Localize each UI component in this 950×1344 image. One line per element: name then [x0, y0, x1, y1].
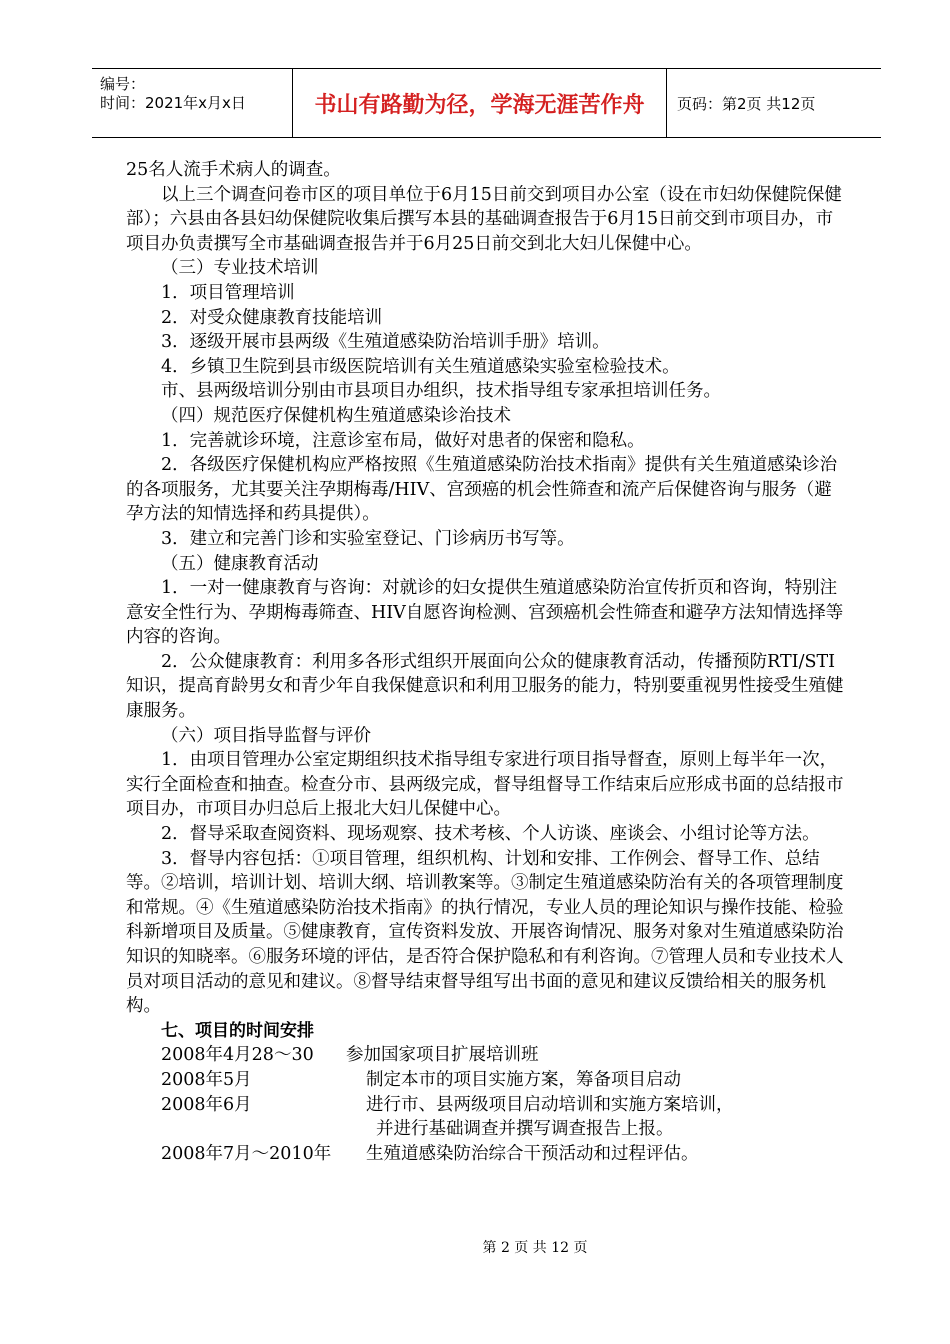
- schedule-row: [126, 1142, 848, 1167]
- schedule-row: [126, 1117, 848, 1142]
- body-paragraph: 2．公众健康教育：利用多各形式组织开展面向公众的健康教育活动，传播预防RTI/STI知识，提高育龄男女和青少年自我保健意识和利用卫服务的能力，特别要重视男性接受生殖健康服务。: [126, 651, 844, 722]
- document-time-label: 时间：2021年x月x日: [100, 94, 246, 112]
- schedule-date: [161, 1117, 366, 1142]
- schedule-task: 进行市、县两级项目启动培训和实施方案培训，: [366, 1094, 734, 1115]
- body-paragraph: 1．完善就诊环境，注意诊室布局，做好对患者的保密和隐私。: [161, 430, 645, 451]
- body-paragraph: 2．督导采取查阅资料、现场观察、技术考核、个人访谈、座谈会、小组讨论等方法。: [161, 824, 820, 845]
- body-paragraph: 1．一对一健康教育与咨询：对就诊的妇女提供生殖道感染防治宣传折页和咨询，特别注意安全性行为、孕期梅毒筛查、HIV自愿咨询检测、宫颈癌机会性筛查和避孕方法知情选择等内容的咨询。: [126, 578, 844, 648]
- page-header: [92, 68, 881, 138]
- subsection-heading: （四）规范医疗保健机构生殖道感染诊治技术: [161, 405, 511, 426]
- body-paragraph: 3．督导内容包括：①项目管理，组织机构、计划和安排、工作例会、督导工作、总结等。②培训，培训计划、培训大纲、培训教案等。③制定生殖道感染防治有关的各项管理制度和常规。④《生殖道感染防治技术指南》的执行情况，专业人员的理论知识与操作技能、检验科新增项目及质量。⑤健康教育，宣传资料发放、开展咨询情况、服务对象对生殖道感染防治知识的知晓率。⑥服务环境的评估，是否符合保护隐私和有利咨询。⑦管理人员和专业技术人员对项目活动的意见和建议。⑧督导结束督导组写出书面的意见和建议反馈给相关的服务机构。: [126, 848, 844, 1017]
- schedule-task: 并进行基础调查并撰写调查报告上报。: [376, 1119, 674, 1140]
- header-meta: [92, 69, 292, 137]
- page-footer: 第 2 页 共 12 页: [482, 1240, 588, 1256]
- document-body: [126, 158, 848, 1166]
- header-page-label: 页码：第2页 共12页: [677, 94, 816, 113]
- schedule-row: [126, 1068, 848, 1093]
- subsection-heading: （六）项目指导监督与评价: [161, 725, 371, 746]
- schedule-date: 2008年4月28～30: [161, 1045, 314, 1066]
- paragraph-list: [126, 158, 848, 1019]
- subsection-heading: （五）健康教育活动: [161, 553, 319, 574]
- schedule-row: [126, 1043, 848, 1068]
- schedule-row: [126, 1093, 848, 1118]
- schedule-date: 2008年7月～2010年: [161, 1143, 332, 1164]
- body-paragraph: 4．乡镇卫生院到县市级医院培训有关生殖道感染实验室检验技术。: [161, 356, 680, 377]
- section-heading: 七、项目的时间安排: [161, 1020, 314, 1041]
- body-paragraph: 1．项目管理培训: [161, 282, 295, 303]
- schedule-date: 2008年6月: [161, 1094, 252, 1115]
- schedule-task: 生殖道感染防治综合干预活动和过程评估。: [366, 1143, 699, 1164]
- body-paragraph: 1．由项目管理办公室定期组织技术指导组专家进行项目指导督查，原则上每半年一次，实行全面检查和抽查。检查分市、县两级完成，督导组督导工作结束后应形成书面的总结报市项目办，市项目办归总后上报北大妇儿保健中心。: [126, 750, 844, 820]
- body-paragraph: 2．对受众健康教育技能培训: [161, 307, 383, 328]
- body-paragraph: 以上三个调查问卷市区的项目单位于6月15日前交到项目办公室（设在市妇幼保健院保健部）；六县由各县妇幼保健院收集后撰写本县的基础调查报告于6月15日前交到市项目办，市项目办负责撰写全市基础调查报告并于6月25日前交到北大妇儿保健中心。: [126, 184, 842, 254]
- body-paragraph: 3．逐级开展市县两级《生殖道感染防治培训手册》培训。: [161, 332, 610, 353]
- schedule-task: 参加国家项目扩展培训班: [346, 1045, 539, 1066]
- schedule-list: [126, 1043, 848, 1166]
- body-paragraph: 3．建立和完善门诊和实验室登记、门诊病历书写等。: [161, 528, 575, 549]
- header-motto: 书山有路勤为径，学海无涯苦作舟: [292, 69, 667, 137]
- body-paragraph: 25名人流手术病人的调查。: [126, 160, 341, 180]
- body-paragraph: 市、县两级培训分别由市县项目办组织，技术指导组专家承担培训任务。: [161, 381, 721, 402]
- document-number-label: 编号：: [100, 75, 146, 93]
- schedule-date: 2008年5月: [161, 1069, 252, 1090]
- body-paragraph: 2．各级医疗保健机构应严格按照《生殖道感染防治技术指南》提供有关生殖道感染诊治的各项服务，尤其要关注孕期梅毒/HIV、宫颈癌的机会性筛查和流产后保健咨询与服务（避孕方法的知情选择和药具提供）。: [126, 455, 838, 525]
- subsection-heading: （三）专业技术培训: [161, 258, 319, 279]
- schedule-task: 制定本市的项目实施方案，筹备项目启动: [366, 1069, 681, 1090]
